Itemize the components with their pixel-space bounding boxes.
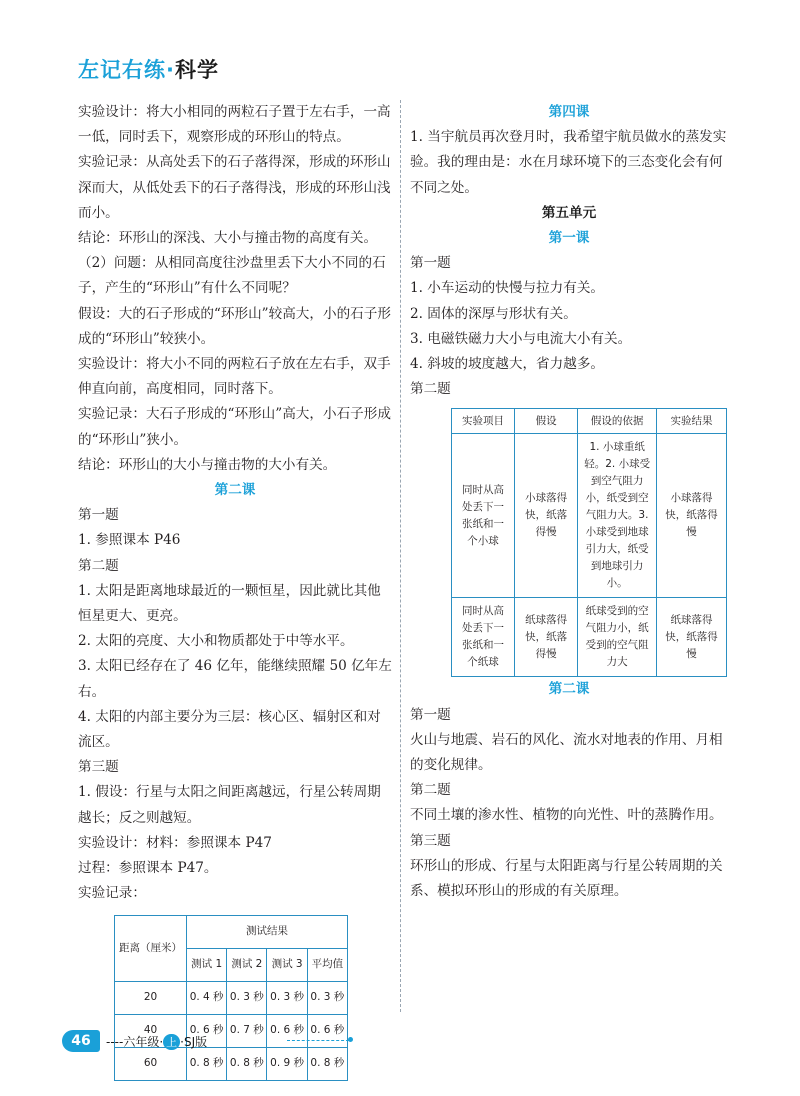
table-cell: 0. 8 秒: [307, 1047, 347, 1080]
table-cell: 纸球落得快，纸落得慢: [515, 598, 578, 677]
table-header: 测试 2: [227, 948, 267, 981]
paragraph: 结论：环形山的大小与撞击物的大小有关。: [78, 456, 337, 473]
table-header: 平均值: [307, 948, 347, 981]
paragraph: 环形山的形成、行星与太阳距离与行星公转周期的关系、模拟环形山的形成的有关原理。: [410, 857, 723, 900]
table-cell: 0. 6 秒: [307, 1014, 347, 1047]
table-row: [452, 434, 727, 598]
paragraph: 实验设计：材料：参照课本 P47: [78, 834, 272, 851]
table-header: 测试结果: [187, 915, 348, 948]
paragraph: 火山与地震、岩石的风化、流水对地表的作用、月相的变化规律。: [410, 731, 723, 774]
table-cell: 20: [115, 981, 187, 1014]
table-cell: 小球落得快，纸落得慢: [657, 434, 727, 598]
right-column: [410, 100, 728, 904]
paragraph: 第二题: [410, 782, 451, 799]
lesson-heading: 第二课: [214, 482, 256, 499]
footer-dot: [348, 1037, 353, 1042]
paragraph: 过程：参照课本 P47。: [78, 860, 218, 877]
page-header: [78, 54, 219, 86]
lesson-heading: 第四课: [548, 104, 590, 120]
table-cell: 0. 3 秒: [267, 981, 307, 1014]
paragraph: 1. 小车运动的快慢与拉力有关。: [410, 280, 605, 297]
paragraph: （2）问题：从相同高度往沙盘里丢下大小不同的石子，产生的“环形山”有什么不同呢？: [78, 255, 386, 297]
paragraph: 实验记录：: [78, 885, 146, 902]
table-row: [115, 1047, 348, 1080]
page-number: 46: [62, 1030, 100, 1052]
table-header: 测试 1: [187, 948, 227, 981]
table-cell: 0. 4 秒: [187, 981, 227, 1014]
table-cell: 0. 3 秒: [307, 981, 347, 1014]
paragraph: 实验设计：将大小不同的两粒石子放在左右手，双手伸直向前，高度相同，同时落下。: [78, 356, 391, 398]
paragraph: 3. 电磁铁磁力大小与电流大小有关。: [410, 330, 632, 347]
paragraph: 假设：大的石子形成的“环形山”较高大，小的石子形成的“环形山”较狭小。: [78, 305, 391, 347]
distance-time-table: [114, 915, 348, 1081]
table-row: [115, 981, 348, 1014]
experiment-table: [451, 408, 727, 677]
paragraph: 实验设计：将大小相同的两粒石子置于左右手，一高一低，同时丢下，观察形成的环形山的特点。: [78, 104, 391, 146]
table-cell: 同时从高处丢下一张纸和一个小球: [452, 434, 515, 598]
table-cell: 60: [115, 1047, 187, 1080]
brand-title: 左记右练·科学: [78, 58, 219, 82]
paragraph: 第三题: [410, 832, 451, 849]
table-header: 距离（厘米）: [115, 915, 187, 981]
footer-label: ----六年级· 上 ·SJ版: [106, 1035, 208, 1049]
table-cell: 0. 6 秒: [267, 1014, 307, 1047]
table-cell: 同时从高处丢下一张纸和一个纸球: [452, 598, 515, 677]
table-cell: 小球落得快，纸落得慢: [515, 434, 578, 598]
paragraph: 结论：环形山的深浅、大小与撞击物的高度有关。: [78, 230, 378, 247]
paragraph: 第一题: [410, 255, 451, 272]
table-cell: 纸球受到的空气阻力小，纸受到的空气阻力大: [578, 598, 657, 677]
table-header: 假设: [515, 409, 578, 434]
paragraph: 1. 假设：行星与太阳之间距离越远，行星公转周期越长；反之则越短。: [78, 784, 381, 826]
paragraph: 第一题: [410, 706, 451, 723]
column-divider: [400, 100, 401, 1012]
table-cell: 0. 3 秒: [227, 981, 267, 1014]
table-header: 实验项目: [452, 409, 515, 434]
table-header: 测试 3: [267, 948, 307, 981]
paragraph: 3. 太阳已经存在了 46 亿年，能继续照耀 50 亿年左右。: [78, 658, 392, 700]
lesson-heading: 第一课: [548, 230, 590, 247]
table-cell: 0. 9 秒: [267, 1047, 307, 1080]
table-cell: 0. 7 秒: [227, 1014, 267, 1047]
paragraph: 1. 参照课本 P46: [78, 532, 181, 549]
paragraph: 第三题: [78, 759, 119, 776]
paragraph: 4. 太阳的内部主要分为三层：核心区、辐射区和对流区。: [78, 708, 381, 751]
table-cell: 纸球落得快，纸落得慢: [657, 598, 727, 677]
paragraph: 不同土壤的渗水性、植物的向光性、叶的蒸腾作用。: [410, 807, 723, 824]
footer-rule: [287, 1040, 349, 1041]
table-cell: 0. 8 秒: [187, 1047, 227, 1080]
table-cell: 0. 8 秒: [227, 1047, 267, 1080]
table-row: [452, 598, 727, 677]
lesson-heading: 第二课: [548, 681, 590, 698]
paragraph: 4. 斜坡的坡度越大，省力越多。: [410, 356, 605, 373]
paragraph: 1. 太阳是距离地球最近的一颗恒星，因此就比其他恒星更大、更亮。: [78, 582, 381, 625]
table-cell: 1. 小球重纸轻。2. 小球受到空气阻力小，纸受到空气阻力大。3. 小球受到地球引力大，纸受到地球引力小。: [578, 434, 657, 598]
table-header: 实验结果: [657, 409, 727, 434]
table-cell: 40: [115, 1014, 187, 1047]
left-column: [78, 100, 392, 1081]
paragraph: 1. 当宇航员再次登月时，我希望宇航员做水的蒸发实验。我的理由是：水在月球环境下的三态变化会有何不同之处。: [410, 129, 727, 196]
table-header: 假设的依据: [578, 409, 657, 434]
paragraph: 实验记录：从高处丢下的石子落得深，形成的环形山深而大，从低处丢下的石子落得浅，形成的环形山浅而小。: [78, 154, 391, 221]
table-cell: 0. 6 秒: [187, 1014, 227, 1047]
paragraph: 实验记录：大石子形成的“环形山”高大，小石子形成的“环形山”狭小。: [78, 406, 391, 448]
paragraph: 第一题: [78, 507, 119, 524]
paragraph: 第二题: [410, 381, 451, 398]
paragraph: 2. 固体的深厚与形状有关。: [410, 305, 577, 322]
paragraph: 2. 太阳的亮度、大小和物质都处于中等水平。: [78, 633, 354, 650]
unit-heading: 第五单元: [541, 204, 597, 221]
paragraph: 第二题: [78, 557, 119, 574]
